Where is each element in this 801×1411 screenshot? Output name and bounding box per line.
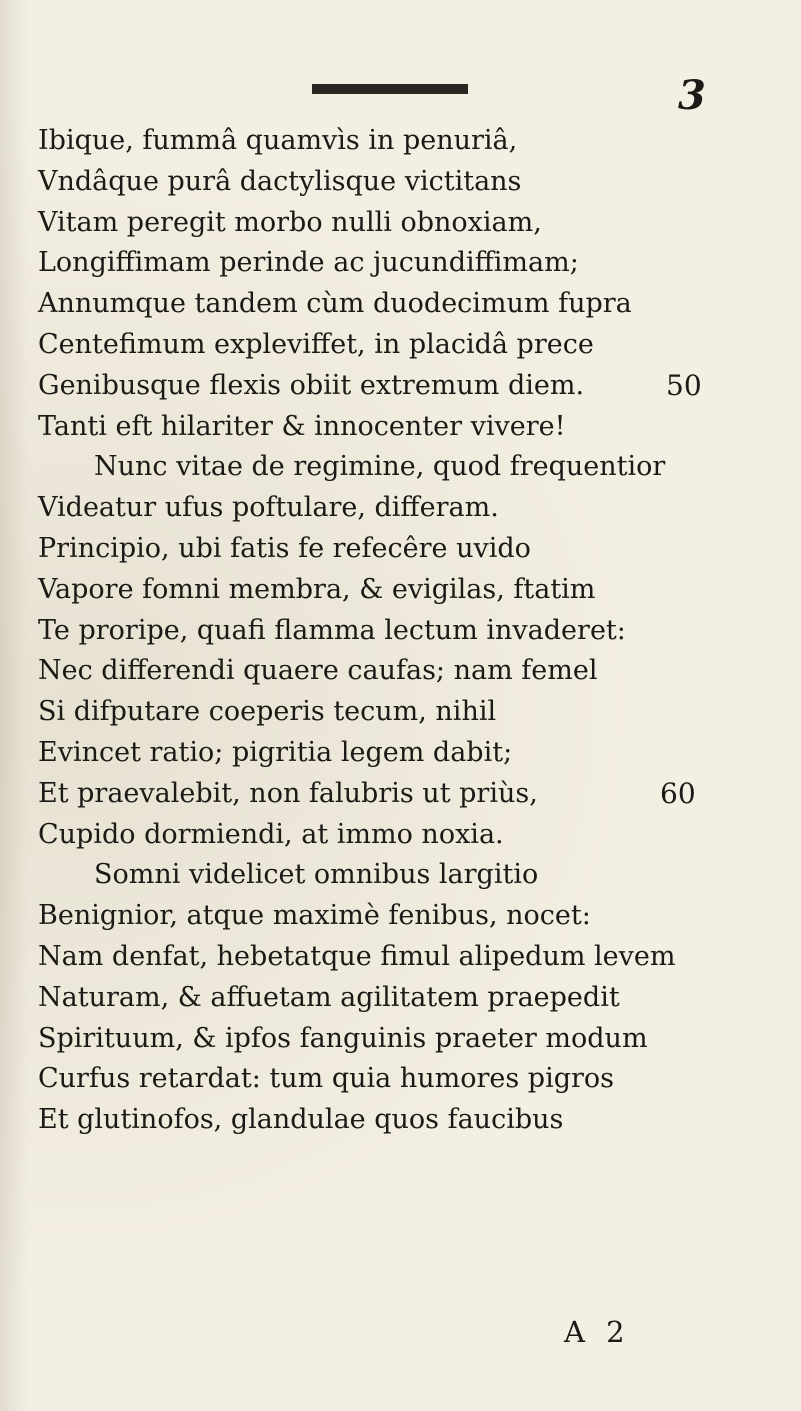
verse-line xyxy=(38,162,778,203)
verse-lines xyxy=(38,121,778,1141)
verse-line xyxy=(38,121,778,162)
verse-line-text: Tanti eft hilariter & innocenter vivere! xyxy=(38,410,566,442)
ornamental-rule xyxy=(312,84,468,94)
verse-line xyxy=(38,325,778,366)
verse-line-text: Spirituum, & ipfos fanguinis praeter modum xyxy=(38,1022,648,1054)
verse-line-text: Principio, ubi fatis fe refecêre uvido xyxy=(38,532,531,564)
verse-line-text: Et praevalebit, non falubris ut priùs, xyxy=(38,777,538,809)
verse-line xyxy=(38,896,778,937)
verse-line xyxy=(38,1059,778,1100)
page-number: 3 xyxy=(678,72,706,119)
verse-line-text: Annumque tandem cùm duodecimum fupra xyxy=(38,288,632,320)
verse-line-text: Naturam, & affuetam agilitatem praepedit xyxy=(38,981,620,1013)
verse-line-text: Vndâque purâ dactylisque victitans xyxy=(38,165,522,197)
verse-line-text: Nam denfat, hebetatque fimul alipedum levem xyxy=(38,940,676,972)
line-number: 60 xyxy=(660,776,696,810)
verse-line-text: Curfus retardat: tum quia humores pigros xyxy=(38,1063,615,1095)
verse-line-text: Centefimum expleviffet, in placidâ prece xyxy=(38,328,594,360)
verse-line xyxy=(38,978,778,1019)
verse-line xyxy=(38,447,778,488)
signature-mark: A 2 xyxy=(564,1315,631,1349)
verse-line xyxy=(38,1019,778,1060)
verse-line xyxy=(38,692,778,733)
verse-line-text: Nunc vitae de regimine, quod frequentior xyxy=(94,451,666,483)
verse-line xyxy=(38,529,778,570)
verse-line-text: Ibique, fummâ quamvìs in penuriâ, xyxy=(38,125,518,156)
verse-line-text: Videatur ufus poftulare, differam. xyxy=(38,492,499,524)
verse-line xyxy=(38,1100,778,1141)
verse-line xyxy=(38,570,778,611)
verse-line-text: Evincet ratio; pigritia legem dabit; xyxy=(38,736,513,768)
verse-line xyxy=(38,366,778,407)
verse-line-text: Cupido dormiendi, at immo noxia. xyxy=(38,818,504,850)
verse-line xyxy=(38,651,778,692)
verse-line-text: Genibusque flexis obiit extremum diem. xyxy=(38,369,585,401)
verse-line xyxy=(38,815,778,856)
line-number: 50 xyxy=(666,368,702,402)
verse-line-text: Vitam peregit morbo nulli obnoxiam, xyxy=(38,206,542,238)
verse-line-text: Benignior, atque maximè fenibus, nocet: xyxy=(38,900,591,932)
verse-line-text: Et glutinofos, glandulae quos faucibus xyxy=(38,1104,564,1136)
verse-line xyxy=(38,488,778,529)
verse-line-text: Si difputare coeperis tecum, nihil xyxy=(38,696,497,728)
verse-line xyxy=(38,284,778,325)
verse-line-text: Vapore fomni membra, & evigilas, ftatim xyxy=(38,573,596,605)
verse-line xyxy=(38,243,778,284)
verse-line xyxy=(38,937,778,978)
verse-line-text: Te proripe, quafi flamma lectum invaderet: xyxy=(38,614,626,646)
verse-line-text: Longiffimam perinde ac jucundiffimam; xyxy=(38,247,579,279)
verse-line xyxy=(38,774,778,815)
verse-line-text: Somni videlicet omnibus largitio xyxy=(94,859,539,891)
verse-line xyxy=(38,855,778,896)
verse-line xyxy=(38,407,778,448)
verse-line xyxy=(38,203,778,244)
verse-line-text: Nec differendi quaere caufas; nam femel xyxy=(38,655,598,687)
verse-line xyxy=(38,611,778,652)
verse-line xyxy=(38,733,778,774)
